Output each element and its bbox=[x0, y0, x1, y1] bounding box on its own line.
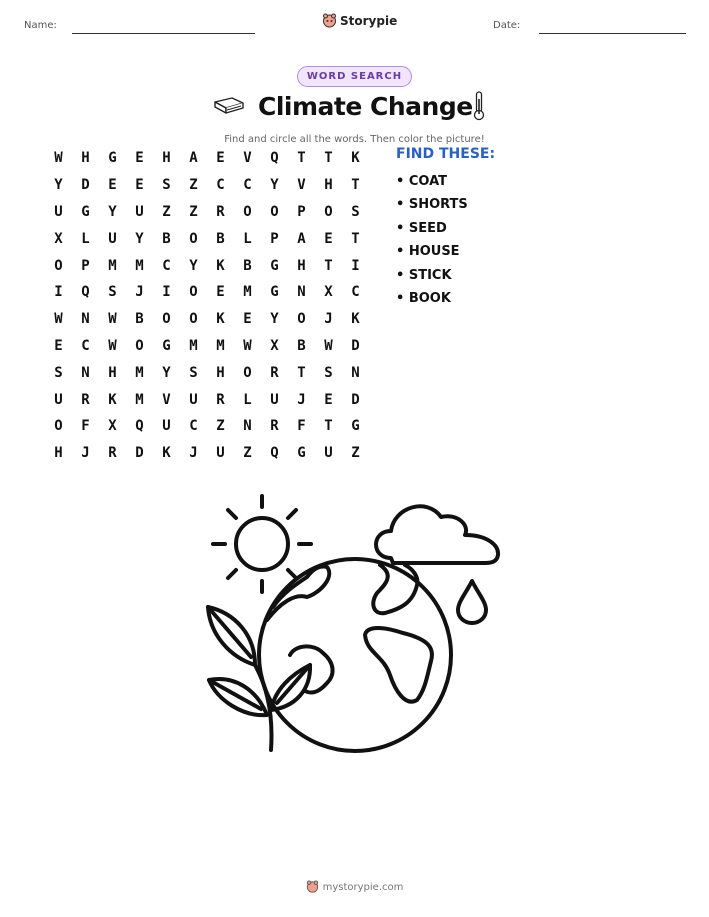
grid-letter[interactable]: E bbox=[216, 284, 225, 301]
grid-letter[interactable]: E bbox=[216, 150, 225, 167]
word-item: • SHORTS bbox=[396, 197, 468, 213]
grid-letter[interactable]: B bbox=[216, 230, 225, 247]
footer bbox=[306, 880, 404, 894]
grid-letter[interactable]: G bbox=[162, 337, 171, 354]
grid-letter[interactable]: Y bbox=[270, 177, 279, 194]
instructions: Find and circle all the words. Then color the picture! bbox=[224, 134, 485, 145]
grid-letter[interactable]: L bbox=[243, 230, 252, 247]
grid-letter[interactable]: O bbox=[162, 311, 171, 328]
footer-url: mystorypie.com bbox=[322, 881, 404, 893]
grid-letter[interactable]: X bbox=[270, 337, 279, 354]
grid-letter[interactable]: M bbox=[243, 284, 252, 301]
page-title: Climate Change bbox=[258, 92, 473, 121]
grid-letter[interactable]: C bbox=[81, 337, 90, 354]
grid-letter[interactable]: S bbox=[108, 284, 117, 301]
grid-row bbox=[45, 172, 370, 199]
word-item: • STICK bbox=[396, 267, 452, 283]
grid-letter[interactable]: E bbox=[135, 177, 144, 194]
grid-letter[interactable]: M bbox=[108, 257, 117, 274]
grid-letter[interactable]: Q bbox=[270, 150, 279, 167]
grid-letter[interactable]: R bbox=[108, 445, 117, 462]
grid-row bbox=[45, 279, 370, 306]
grid-letter[interactable]: L bbox=[243, 391, 252, 408]
cloud-icon bbox=[376, 506, 498, 563]
grid-letter[interactable]: N bbox=[243, 418, 252, 435]
grid-letter[interactable]: B bbox=[243, 257, 252, 274]
grid-letter[interactable]: U bbox=[324, 445, 333, 462]
grid-letter[interactable]: C bbox=[216, 177, 225, 194]
word-item: • COAT bbox=[396, 174, 447, 189]
grid-row bbox=[45, 306, 370, 333]
letter-grid bbox=[45, 145, 370, 467]
grid-letter[interactable]: Q bbox=[270, 445, 279, 462]
grid-row bbox=[45, 386, 370, 413]
grid-letter[interactable]: W bbox=[54, 150, 63, 167]
grid-letter[interactable]: D bbox=[351, 337, 360, 354]
grid-letter[interactable]: H bbox=[162, 150, 171, 167]
grid-letter[interactable]: K bbox=[216, 257, 225, 274]
grid-letter[interactable]: V bbox=[297, 177, 306, 194]
grid-letter[interactable]: P bbox=[297, 203, 306, 220]
grid-letter[interactable]: M bbox=[135, 257, 144, 274]
grid-letter[interactable]: E bbox=[135, 150, 144, 167]
grid-row bbox=[45, 359, 370, 386]
grid-letter[interactable]: R bbox=[216, 391, 225, 408]
word-list bbox=[396, 174, 468, 314]
grid-letter[interactable]: Z bbox=[162, 203, 171, 220]
name-label: Name: bbox=[24, 20, 57, 31]
grid-letter[interactable]: O bbox=[54, 418, 63, 435]
grid-letter[interactable]: D bbox=[135, 445, 144, 462]
grid-row bbox=[45, 413, 370, 440]
grid-letter[interactable]: N bbox=[81, 364, 90, 381]
grid-letter[interactable]: J bbox=[189, 445, 198, 462]
grid-letter[interactable]: H bbox=[216, 364, 225, 381]
grid-letter[interactable]: W bbox=[108, 311, 117, 328]
grid-letter[interactable]: H bbox=[81, 150, 90, 167]
grid-letter[interactable]: A bbox=[189, 150, 198, 167]
grid-letter[interactable]: B bbox=[135, 311, 144, 328]
grid-letter[interactable]: Q bbox=[81, 284, 90, 301]
grid-letter[interactable]: H bbox=[297, 257, 306, 274]
grid-letter[interactable]: K bbox=[351, 311, 360, 328]
grid-letter[interactable]: B bbox=[297, 337, 306, 354]
grid-row bbox=[45, 145, 370, 172]
grid-letter[interactable]: H bbox=[324, 177, 333, 194]
grid-letter[interactable]: S bbox=[324, 364, 333, 381]
word-search-badge: WORD SEARCH bbox=[297, 66, 412, 87]
grid-letter[interactable]: O bbox=[243, 364, 252, 381]
date-label: Date: bbox=[493, 20, 521, 31]
grid-letter[interactable]: H bbox=[108, 364, 117, 381]
grid-letter[interactable]: U bbox=[108, 230, 117, 247]
grid-letter[interactable]: Z bbox=[243, 445, 252, 462]
grid-letter[interactable]: S bbox=[162, 177, 171, 194]
book-icon bbox=[212, 95, 246, 117]
grid-letter[interactable]: Y bbox=[135, 230, 144, 247]
grid-letter[interactable]: M bbox=[216, 337, 225, 354]
grid-letter[interactable]: G bbox=[270, 284, 279, 301]
grid-letter[interactable]: T bbox=[324, 418, 333, 435]
grid-row bbox=[45, 199, 370, 226]
grid-letter[interactable]: U bbox=[135, 203, 144, 220]
grid-letter[interactable]: C bbox=[351, 284, 360, 301]
grid-letter[interactable]: I bbox=[54, 284, 63, 301]
grid-letter[interactable]: O bbox=[189, 230, 198, 247]
grid-letter[interactable]: O bbox=[189, 284, 198, 301]
grid-letter[interactable]: N bbox=[297, 284, 306, 301]
grid-letter[interactable]: S bbox=[54, 364, 63, 381]
grid-letter[interactable]: A bbox=[297, 230, 306, 247]
grid-letter[interactable]: O bbox=[135, 337, 144, 354]
grid-letter[interactable]: E bbox=[54, 337, 63, 354]
grid-letter[interactable]: R bbox=[216, 203, 225, 220]
grid-letter[interactable]: U bbox=[54, 391, 63, 408]
grid-row bbox=[45, 252, 370, 279]
storypie-logo bbox=[322, 13, 397, 29]
grid-letter[interactable]: J bbox=[135, 284, 144, 301]
earth-icon bbox=[259, 559, 451, 751]
grid-letter[interactable]: Z bbox=[351, 445, 360, 462]
grid-letter[interactable]: K bbox=[351, 150, 360, 167]
grid-letter[interactable]: V bbox=[162, 391, 171, 408]
grid-letter[interactable]: G bbox=[108, 150, 117, 167]
grid-letter[interactable]: S bbox=[189, 364, 198, 381]
grid-letter[interactable]: T bbox=[297, 364, 306, 381]
grid-letter[interactable]: U bbox=[189, 391, 198, 408]
grid-letter[interactable]: X bbox=[108, 418, 117, 435]
grid-letter[interactable]: E bbox=[324, 391, 333, 408]
grid-letter[interactable]: U bbox=[216, 445, 225, 462]
grid-letter[interactable]: G bbox=[351, 418, 360, 435]
grid-letter[interactable]: C bbox=[189, 418, 198, 435]
storypie-logo-icon bbox=[322, 13, 337, 29]
grid-letter[interactable]: G bbox=[270, 257, 279, 274]
grid-letter[interactable]: X bbox=[324, 284, 333, 301]
grid-letter[interactable]: Y bbox=[108, 203, 117, 220]
word-item: • SEED bbox=[396, 220, 447, 236]
grid-letter[interactable]: V bbox=[243, 150, 252, 167]
grid-letter[interactable]: O bbox=[54, 257, 63, 274]
grid-letter[interactable]: H bbox=[54, 445, 63, 462]
grid-letter[interactable]: G bbox=[81, 203, 90, 220]
grid-row bbox=[45, 440, 370, 467]
thermometer-icon bbox=[472, 90, 486, 122]
grid-letter[interactable]: I bbox=[351, 257, 360, 274]
grid-letter[interactable]: J bbox=[81, 445, 90, 462]
grid-row bbox=[45, 225, 370, 252]
grid-letter[interactable]: G bbox=[297, 445, 306, 462]
raindrop-icon bbox=[458, 581, 486, 623]
grid-letter[interactable]: I bbox=[162, 284, 171, 301]
grid-letter[interactable]: C bbox=[162, 257, 171, 274]
brand-name: Storypie bbox=[340, 14, 398, 28]
date-line[interactable] bbox=[539, 33, 686, 34]
grid-letter[interactable]: E bbox=[243, 311, 252, 328]
grid-letter[interactable]: J bbox=[324, 311, 333, 328]
name-line[interactable] bbox=[72, 33, 255, 34]
grid-letter[interactable]: O bbox=[243, 203, 252, 220]
grid-letter[interactable]: O bbox=[270, 203, 279, 220]
grid-letter[interactable]: Y bbox=[162, 364, 171, 381]
grid-letter[interactable]: O bbox=[189, 311, 198, 328]
grid-letter[interactable]: U bbox=[54, 203, 63, 220]
grid-letter[interactable]: M bbox=[189, 337, 198, 354]
grid-letter[interactable]: F bbox=[81, 418, 90, 435]
grid-letter[interactable]: F bbox=[297, 418, 306, 435]
grid-letter[interactable]: U bbox=[270, 391, 279, 408]
grid-letter[interactable]: K bbox=[216, 311, 225, 328]
grid-letter[interactable]: C bbox=[243, 177, 252, 194]
earth-plant-sun-cloud-illustration bbox=[195, 485, 515, 775]
grid-letter[interactable]: Y bbox=[54, 177, 63, 194]
grid-letter[interactable]: Q bbox=[135, 418, 144, 435]
grid-letter[interactable]: Z bbox=[216, 418, 225, 435]
grid-letter[interactable]: S bbox=[351, 203, 360, 220]
grid-letter[interactable]: E bbox=[108, 177, 117, 194]
storypie-logo-icon bbox=[306, 880, 319, 894]
grid-letter[interactable]: Z bbox=[189, 203, 198, 220]
grid-letter[interactable]: W bbox=[54, 311, 63, 328]
grid-letter[interactable]: N bbox=[81, 311, 90, 328]
grid-letter[interactable]: Z bbox=[189, 177, 198, 194]
find-these-title: FIND THESE: bbox=[396, 146, 496, 162]
grid-letter[interactable]: B bbox=[162, 230, 171, 247]
grid-letter[interactable]: P bbox=[81, 257, 90, 274]
grid-letter[interactable]: M bbox=[135, 364, 144, 381]
grid-letter[interactable]: R bbox=[270, 364, 279, 381]
word-item: • BOOK bbox=[396, 290, 451, 306]
grid-letter[interactable]: O bbox=[297, 311, 306, 328]
grid-letter[interactable]: T bbox=[297, 150, 306, 167]
word-item: • HOUSE bbox=[396, 244, 460, 260]
grid-row bbox=[45, 333, 370, 360]
grid-letter[interactable]: T bbox=[351, 230, 360, 247]
grid-letter[interactable]: D bbox=[81, 177, 90, 194]
grid-letter[interactable]: O bbox=[324, 203, 333, 220]
grid-letter[interactable]: J bbox=[297, 391, 306, 408]
grid-letter[interactable]: D bbox=[351, 391, 360, 408]
grid-letter[interactable]: R bbox=[81, 391, 90, 408]
grid-letter[interactable]: X bbox=[54, 230, 63, 247]
grid-letter[interactable]: N bbox=[351, 364, 360, 381]
grid-letter[interactable]: W bbox=[324, 337, 333, 354]
grid-letter[interactable]: W bbox=[108, 337, 117, 354]
grid-letter[interactable]: Y bbox=[270, 311, 279, 328]
grid-letter[interactable]: T bbox=[324, 150, 333, 167]
grid-letter[interactable]: L bbox=[81, 230, 90, 247]
grid-letter[interactable]: U bbox=[162, 418, 171, 435]
grid-letter[interactable]: T bbox=[351, 177, 360, 194]
grid-letter[interactable]: K bbox=[108, 391, 117, 408]
grid-letter[interactable]: T bbox=[324, 257, 333, 274]
grid-letter[interactable]: P bbox=[270, 230, 279, 247]
grid-letter[interactable]: Y bbox=[189, 257, 198, 274]
grid-letter[interactable]: M bbox=[135, 391, 144, 408]
grid-letter[interactable]: W bbox=[243, 337, 252, 354]
grid-letter[interactable]: K bbox=[162, 445, 171, 462]
grid-letter[interactable]: R bbox=[270, 418, 279, 435]
grid-letter[interactable]: E bbox=[324, 230, 333, 247]
